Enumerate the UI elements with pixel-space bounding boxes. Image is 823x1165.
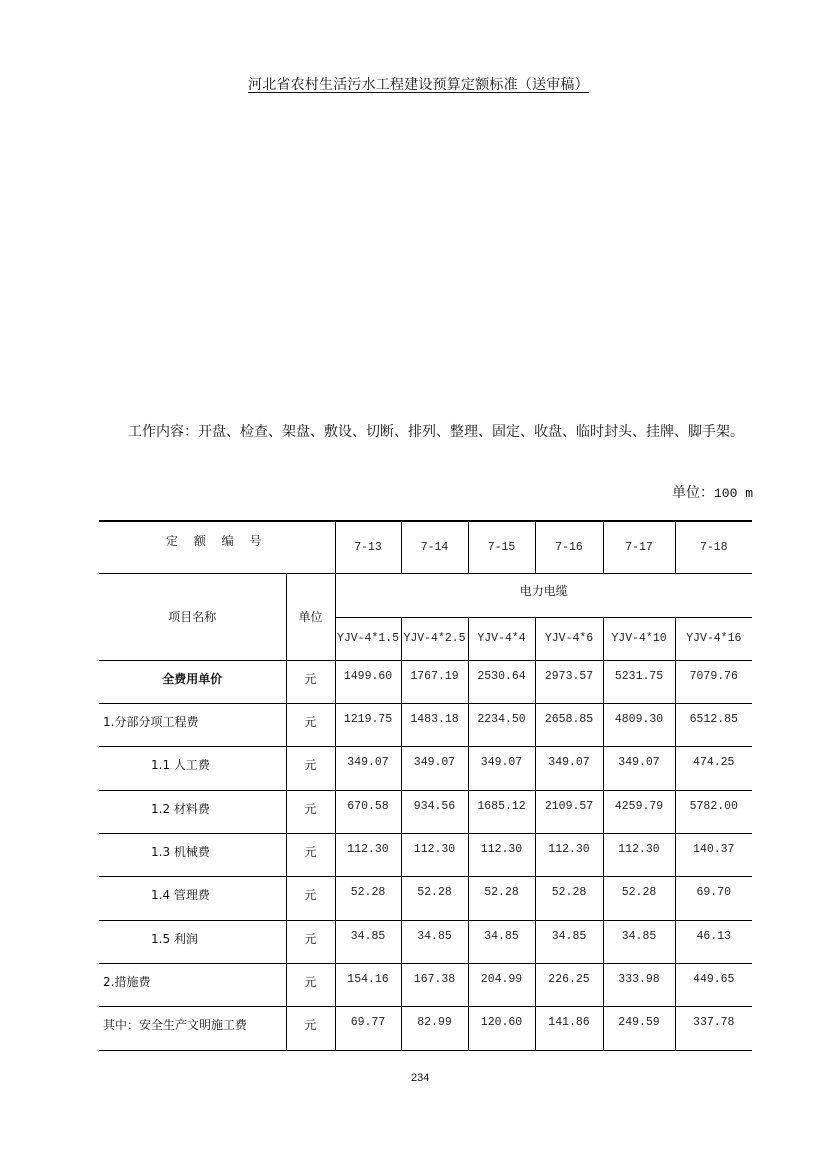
row-value: 154.16: [335, 963, 401, 1006]
code-cell: 7-14: [401, 521, 468, 573]
row-value: 34.85: [535, 920, 603, 963]
row-unit: 元: [286, 660, 335, 703]
table-row: [99, 790, 752, 833]
row-value: 52.28: [335, 876, 401, 920]
row-value: 112.30: [335, 833, 401, 876]
work-content: 工作内容：开盘、检查、架盘、敷设、切断、排列、整理、固定、收盘、临时封头、挂牌、脚手架。: [128, 424, 744, 440]
table-row: [99, 833, 752, 876]
page-number: 234: [411, 1072, 430, 1084]
row-unit: 元: [286, 876, 335, 920]
row-value: 2658.85: [535, 703, 603, 746]
row-name: 2.措施费: [99, 963, 286, 1006]
table-row: [99, 703, 752, 746]
unit-header: 单位: [286, 573, 335, 660]
row-value: 34.85: [468, 920, 535, 963]
row-value: 934.56: [401, 790, 468, 833]
row-value: 349.07: [603, 746, 675, 790]
row-value: 167.38: [401, 963, 468, 1006]
row-value: 34.85: [603, 920, 675, 963]
unit-label: [672, 482, 753, 502]
row-value: 69.77: [335, 1006, 401, 1050]
code-cell: 7-18: [675, 521, 752, 573]
row-value: 2973.57: [535, 660, 603, 703]
row-value: 82.99: [401, 1006, 468, 1050]
row-value: 4259.79: [603, 790, 675, 833]
row-value: 4809.30: [603, 703, 675, 746]
row-name: 全费用单价: [99, 660, 286, 703]
row-value: 120.60: [468, 1006, 535, 1050]
row-value: 2234.50: [468, 703, 535, 746]
row-value: 337.78: [675, 1006, 752, 1050]
row-value: 112.30: [401, 833, 468, 876]
table-row: [99, 963, 752, 1006]
row-unit: 元: [286, 790, 335, 833]
row-value: 5782.00: [675, 790, 752, 833]
row-value: 34.85: [401, 920, 468, 963]
row-value: 112.30: [468, 833, 535, 876]
row-value: 226.25: [535, 963, 603, 1006]
row-value: 349.07: [401, 746, 468, 790]
code-cell: 7-13: [335, 521, 401, 573]
row-name: 1.1 人工费: [99, 746, 286, 790]
row-value: 204.99: [468, 963, 535, 1006]
row-value: 249.59: [603, 1006, 675, 1050]
code-row: [99, 521, 752, 573]
row-value: 1685.12: [468, 790, 535, 833]
row-value: 6512.85: [675, 703, 752, 746]
row-value: 349.07: [335, 746, 401, 790]
row-value: 449.65: [675, 963, 752, 1006]
group-row: [99, 573, 752, 617]
code-cell: 7-17: [603, 521, 675, 573]
document-title: 河北省农村生活污水工程建设预算定额标准（送审稿）: [248, 77, 589, 93]
code-cell: 7-15: [468, 521, 535, 573]
row-value: 333.98: [603, 963, 675, 1006]
row-value: 52.28: [535, 876, 603, 920]
row-value: 2530.64: [468, 660, 535, 703]
spec-cell: YJV-4*6: [535, 617, 603, 660]
row-value: 349.07: [468, 746, 535, 790]
unit-label-text: 单位：: [671, 485, 714, 501]
spec-cell: YJV-4*10: [603, 617, 675, 660]
quota-table: [99, 520, 752, 1051]
row-unit: 元: [286, 703, 335, 746]
table-row: [99, 660, 752, 703]
spec-cell: YJV-4*2.5: [401, 617, 468, 660]
row-value: 1219.75: [335, 703, 401, 746]
row-value: 34.85: [335, 920, 401, 963]
row-name: 1.2 材料费: [99, 790, 286, 833]
code-cell: 7-16: [535, 521, 603, 573]
row-value: 1767.19: [401, 660, 468, 703]
row-name: 1.5 利润: [99, 920, 286, 963]
row-value: 1499.60: [335, 660, 401, 703]
row-unit: 元: [286, 1006, 335, 1050]
table-row: [99, 1006, 752, 1050]
row-value: 52.28: [468, 876, 535, 920]
group-header: 电力电缆: [335, 573, 752, 617]
row-value: 52.28: [401, 876, 468, 920]
row-value: 112.30: [603, 833, 675, 876]
row-name: 1.3 机械费: [99, 833, 286, 876]
row-unit: 元: [286, 746, 335, 790]
row-value: 5231.75: [603, 660, 675, 703]
row-name: 其中：安全生产文明施工费: [99, 1006, 286, 1050]
code-header: 定 额 编 号: [99, 521, 335, 573]
row-value: 349.07: [535, 746, 603, 790]
row-name: 1.4 管理费: [99, 876, 286, 920]
row-value: 7079.76: [675, 660, 752, 703]
row-value: 141.86: [535, 1006, 603, 1050]
row-value: 1483.18: [401, 703, 468, 746]
row-value: 52.28: [603, 876, 675, 920]
table-row: [99, 746, 752, 790]
row-unit: 元: [286, 963, 335, 1006]
row-unit: 元: [286, 833, 335, 876]
row-value: 69.70: [675, 876, 752, 920]
row-value: 46.13: [675, 920, 752, 963]
row-unit: 元: [286, 920, 335, 963]
row-value: 112.30: [535, 833, 603, 876]
row-value: 670.58: [335, 790, 401, 833]
row-value: 2109.57: [535, 790, 603, 833]
item-header: 项目名称: [99, 573, 286, 660]
unit-value: 100 m: [713, 486, 753, 501]
row-name: 1.分部分项工程费: [99, 703, 286, 746]
table-row: [99, 920, 752, 963]
row-value: 140.37: [675, 833, 752, 876]
spec-cell: YJV-4*1.5: [335, 617, 401, 660]
spec-cell: YJV-4*16: [675, 617, 752, 660]
spec-cell: YJV-4*4: [468, 617, 535, 660]
table-row: [99, 876, 752, 920]
row-value: 474.25: [675, 746, 752, 790]
